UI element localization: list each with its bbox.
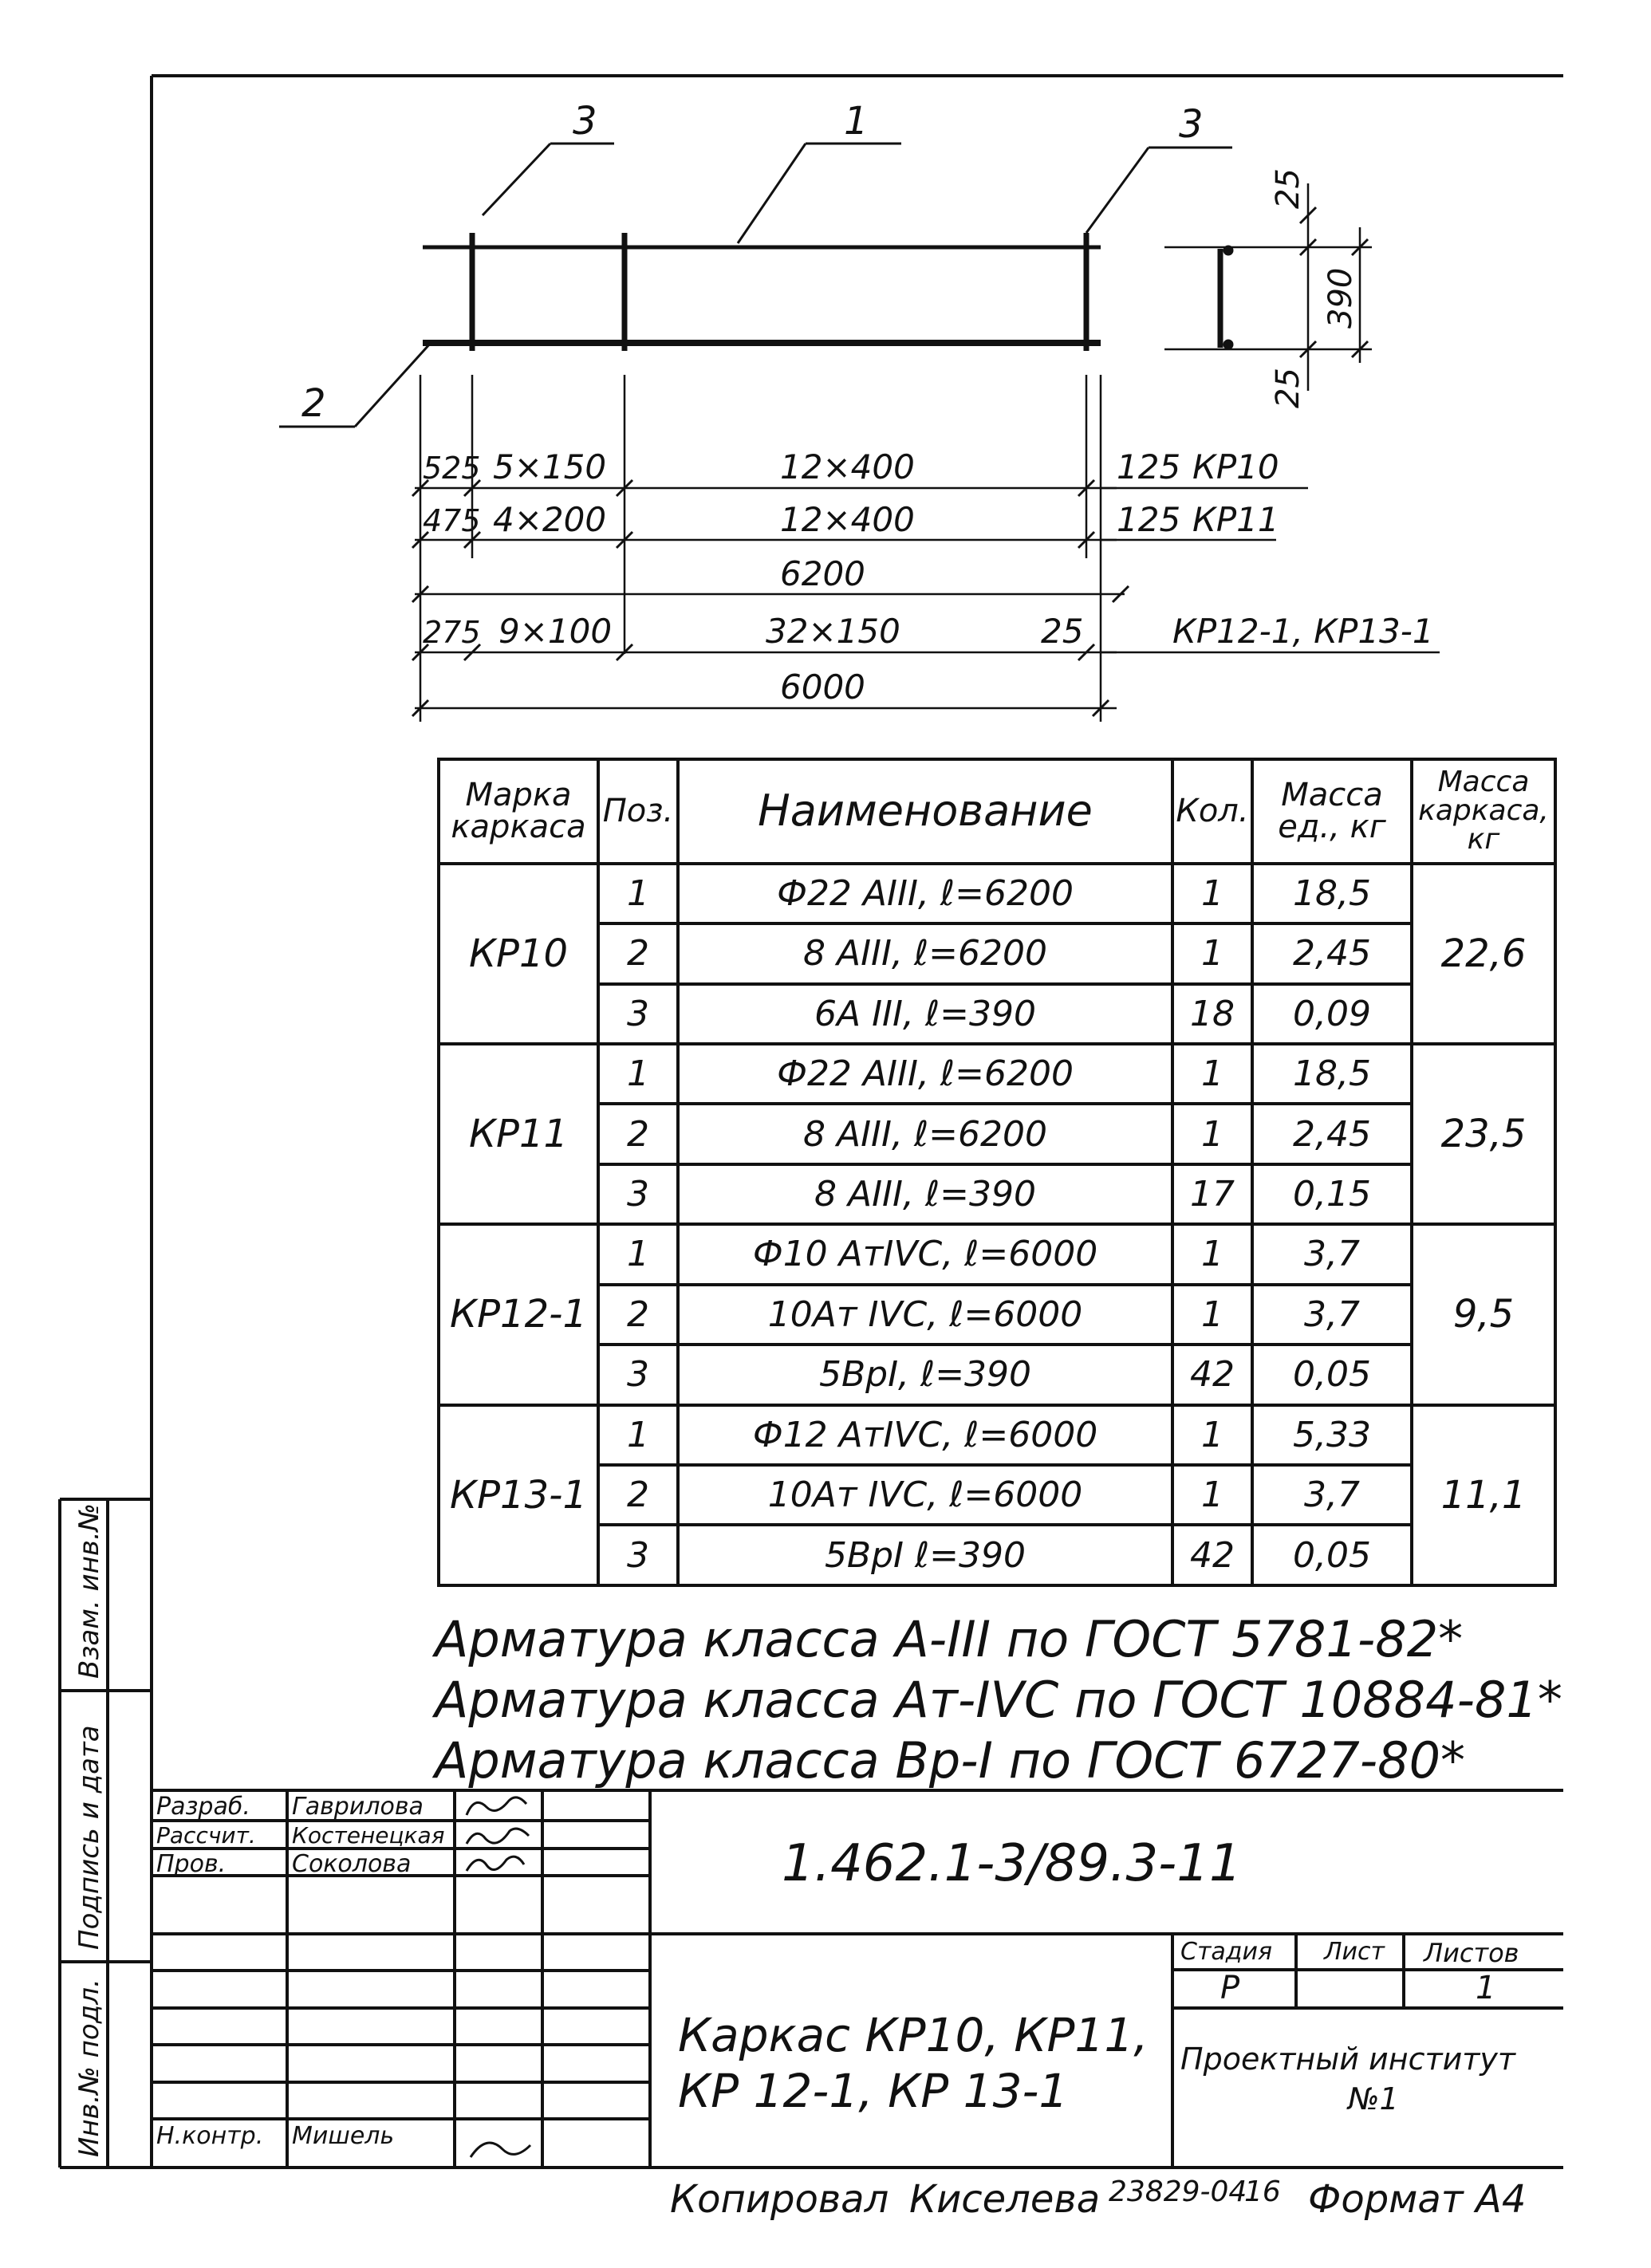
row-name: 8 АIII, ℓ=390 [678,1164,1172,1224]
row-pos: 3 [598,1525,678,1585]
role-calculated: Рассчит. [156,1822,256,1849]
header-position: Поз. [598,759,678,864]
row-pos: 2 [598,923,678,983]
name-checked: Соколова [292,1850,412,1878]
side-label-inventory: Инв.№ подл. [73,1979,105,2157]
row-name: 8 АIII, ℓ=6200 [678,1104,1172,1164]
row-pos: 1 [598,1224,678,1284]
name-developer: Гаврилова [292,1793,424,1821]
section-dim-bottom: 25 [1270,368,1306,408]
header-mark-line2: каркаса [451,809,586,846]
specification-table [437,758,1557,1587]
row-unit-mass: 2,45 [1252,1104,1412,1164]
table-row [439,1164,1555,1224]
row-unit-mass: 0,09 [1252,984,1412,1044]
drawing-title-line1: Каркас КР10, КР11, [678,2008,1149,2062]
row-pos: 1 [598,1044,678,1104]
footer-copied-name: Киселева [909,2177,1101,2222]
row-qty: 1 [1172,1285,1252,1345]
name-norm-control: Мишель [292,2122,395,2150]
row-unit-mass: 0,05 [1252,1525,1412,1585]
row-qty: 1 [1172,923,1252,983]
table-row [439,1525,1555,1585]
note-line: Арматура класса А-III по ГОСТ 5781-82* [435,1610,1464,1668]
row-qty: 1 [1172,1104,1252,1164]
row-pos: 3 [598,1345,678,1404]
role-checked: Пров. [156,1850,227,1878]
row-pos: 2 [598,1104,678,1164]
row-pos: 1 [598,864,678,923]
header-unit-mass-line2: ед., кг [1278,809,1386,846]
row-name: Ф22 АIII, ℓ=6200 [678,1044,1172,1104]
organization-line1: Проектный институт [1180,2042,1516,2077]
drawing-title-line2: КР 12-1, КР 13-1 [678,2064,1069,2118]
callout-left-bar: 3 [573,99,597,144]
row-name: 10Ат IVС, ℓ=6000 [678,1285,1172,1345]
row-name: 5ВрI ℓ=390 [678,1525,1172,1585]
row-pos: 2 [598,1465,678,1525]
row-name: 8 АIII, ℓ=6200 [678,923,1172,983]
dim-kr12-a: 275 [423,615,481,650]
dim-total-6000: 6000 [780,667,865,707]
row-qty: 1 [1172,1465,1252,1525]
header-frame-mass-line3: кг [1467,823,1500,856]
row-qty: 1 [1172,1044,1252,1104]
dim-kr10-mark: КР10 [1192,447,1279,486]
row-unit-mass: 18,5 [1252,864,1412,923]
frame-mass-kr11: 23,5 [1412,1044,1555,1224]
row-qty: 1 [1172,1224,1252,1284]
row-name: Ф22 АIII, ℓ=6200 [678,864,1172,923]
header-quantity: Кол. [1172,759,1252,864]
row-unit-mass: 5,33 [1252,1405,1412,1465]
row-name: Ф10 АтIVС, ℓ=6000 [678,1224,1172,1284]
frame-elevation [423,233,1101,351]
role-norm-control: Н.контр. [156,2122,264,2150]
header-unit-mass-line1: Масса [1281,777,1383,814]
dim-total-6200: 6200 [780,554,865,593]
dim-kr11-a: 475 [423,503,481,538]
table-row [439,1224,1555,1284]
table-row [439,1285,1555,1345]
dimension-chains [415,375,1440,722]
header-unit-mass [1252,759,1412,864]
stage-value: Р [1220,1970,1240,2006]
stage-label: Стадия [1180,1938,1273,1966]
dim-kr11-d: 125 [1117,500,1181,539]
callout-right-bar: 3 [1179,102,1204,147]
role-developer: Разраб. [156,1793,250,1821]
row-qty: 42 [1172,1525,1252,1585]
table-row [439,984,1555,1044]
table-row [439,1465,1555,1525]
table-row [439,864,1555,923]
frame-mark-kr10: КР10 [439,864,598,1044]
row-qty: 1 [1172,864,1252,923]
table-row [439,1044,1555,1104]
table-row [439,1345,1555,1404]
row-pos: 3 [598,1164,678,1224]
sheets-label: Листов [1424,1938,1519,1968]
row-name: 6А III, ℓ=390 [678,984,1172,1044]
row-qty: 42 [1172,1345,1252,1404]
row-unit-mass: 3,7 [1252,1285,1412,1345]
table-header-row [439,759,1555,864]
dim-kr11-b: 4×200 [493,500,607,539]
dim-kr11-mark: КР11 [1192,500,1279,539]
row-name: 5ВрI, ℓ=390 [678,1345,1172,1404]
sheets-value: 1 [1476,1970,1496,2006]
note-line: Арматура класса Вр-I по ГОСТ 6727-80* [435,1731,1466,1790]
table-row [439,923,1555,983]
dim-kr10-c: 12×400 [780,447,915,486]
organization-line2: №1 [1348,2081,1399,2116]
frame-mass-kr13-1: 11,1 [1412,1405,1555,1585]
header-frame-mass [1412,759,1555,864]
row-unit-mass: 2,45 [1252,923,1412,983]
callout-long-bar: 1 [844,99,869,144]
row-qty: 17 [1172,1164,1252,1224]
dim-kr10-d: 125 [1117,447,1181,486]
document-code: 1.462.1-3/89.3-11 [782,1834,1242,1893]
row-qty: 18 [1172,984,1252,1044]
dim-kr11-c: 12×400 [780,500,915,539]
row-pos: 3 [598,984,678,1044]
row-pos: 1 [598,1405,678,1465]
footer-copied-label: Копировал [670,2177,889,2222]
row-name: 10Ат IVС, ℓ=6000 [678,1465,1172,1525]
row-unit-mass: 0,05 [1252,1345,1412,1404]
frame-mass-kr10: 22,6 [1412,864,1555,1044]
name-calculated: Костенецкая [292,1822,445,1849]
dim-kr10-b: 5×150 [493,447,607,486]
dim-kr12-mark: КР12-1, КР13-1 [1172,612,1434,651]
sheet-label: Лист [1324,1938,1385,1966]
side-label-signature-date: Подпись и дата [73,1725,105,1950]
side-label-replacement: Взам. инв.№ [73,1502,105,1679]
dim-kr12-d: 25 [1041,612,1084,651]
dim-kr12-b: 9×100 [498,612,613,651]
row-pos: 2 [598,1285,678,1345]
row-unit-mass: 0,15 [1252,1164,1412,1224]
frame-mark-kr13-1: КР13-1 [439,1405,598,1585]
dim-kr12-c: 32×150 [766,612,900,651]
row-unit-mass: 3,7 [1252,1465,1412,1525]
row-name: Ф12 АтIVС, ℓ=6000 [678,1405,1172,1465]
note-line: Арматура класса Ат-IVС по ГОСТ 10884-81* [435,1671,1562,1729]
section-dim-middle: 390 [1322,267,1359,329]
header-frame-mark [439,759,598,864]
row-qty: 1 [1172,1405,1252,1465]
table-row [439,1405,1555,1465]
header-frame-mass-line2: каркаса, [1418,794,1549,828]
row-unit-mass: 18,5 [1252,1044,1412,1104]
frame-mass-kr12-1: 9,5 [1412,1224,1555,1404]
frame-mark-kr11: КР11 [439,1044,598,1224]
header-frame-mass-line1: Масса [1437,766,1530,799]
section-dim-top: 25 [1270,168,1306,209]
header-mark-line1: Марка [465,777,572,814]
header-name: Наименование [678,759,1172,864]
callout-leaders [279,144,1232,427]
frame-mark-kr12-1: КР12-1 [439,1224,598,1404]
dim-kr10-a: 525 [423,451,481,486]
reinforcement-notes [435,1609,1591,1791]
footer-format: Формат А4 [1308,2177,1527,2222]
footer-number: 23829-04 [1109,2175,1247,2208]
callout-bottom-bar: 2 [301,381,326,426]
row-unit-mass: 3,7 [1252,1224,1412,1284]
table-row [439,1104,1555,1164]
footer-page: 16 [1244,2175,1281,2208]
